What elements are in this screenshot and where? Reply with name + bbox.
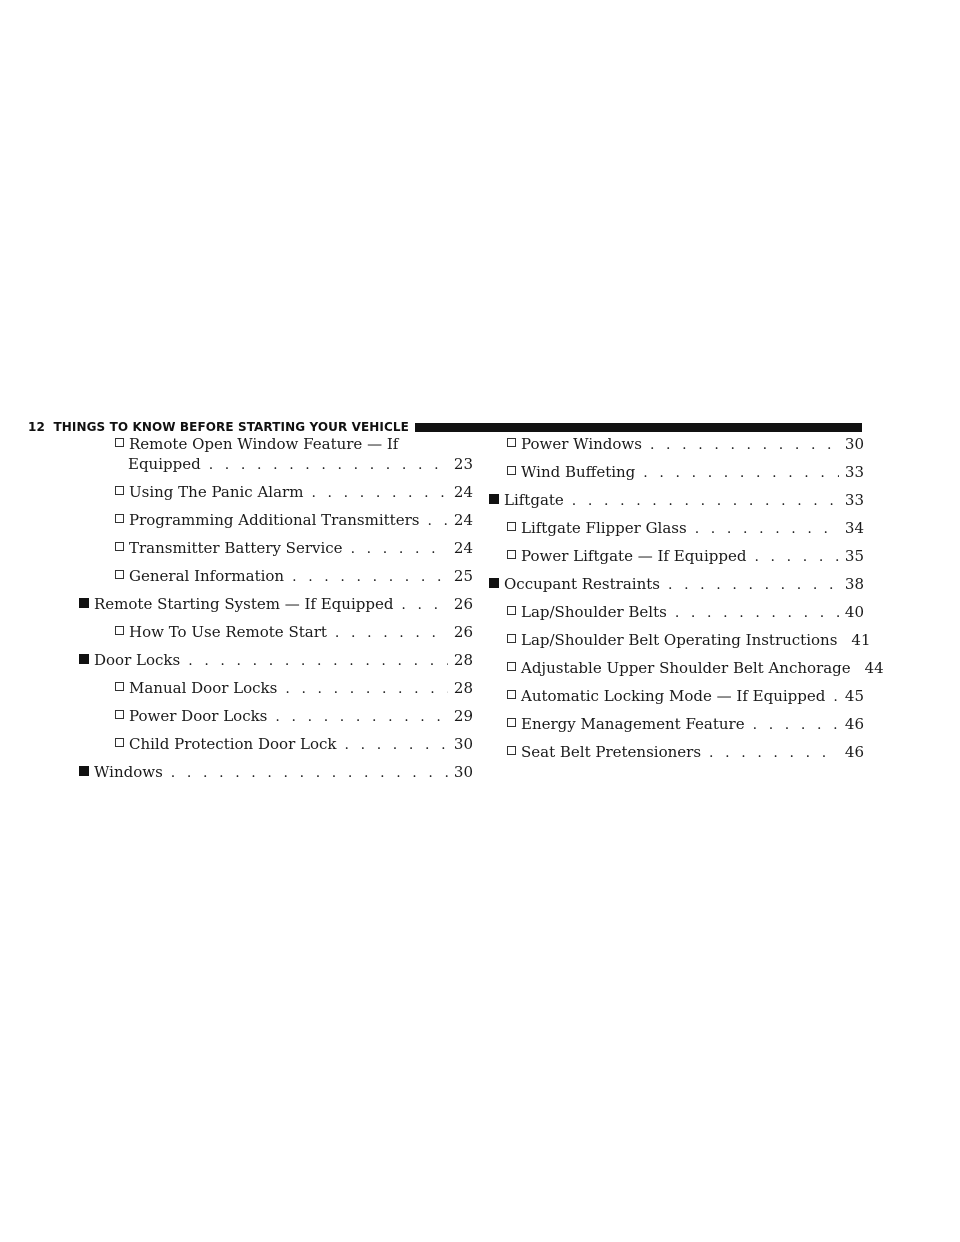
open-square-bullet-icon [507, 522, 516, 531]
toc-entry[interactable] [489, 462, 864, 490]
filled-square-bullet-icon [79, 598, 89, 608]
toc-entry[interactable] [489, 742, 864, 770]
dot-leader [564, 491, 839, 511]
toc-entry[interactable] [489, 686, 864, 714]
toc-entry-title: Energy Management Feature [521, 715, 745, 733]
toc-entry-page: 45 [844, 687, 864, 705]
toc-entry[interactable] [79, 594, 473, 622]
toc-entry-page: 26 [453, 595, 473, 613]
toc-entry-page: 34 [844, 519, 864, 537]
dot-leader [303, 483, 447, 503]
dot-leader [419, 511, 447, 531]
toc-entry-title: Liftgate Flipper Glass [521, 519, 687, 537]
open-square-bullet-icon [115, 626, 124, 635]
toc-entry-title: Transmitter Battery Service [129, 539, 343, 557]
open-square-bullet-icon [115, 682, 124, 691]
toc-entry-page: 24 [453, 483, 473, 501]
dot-leader [337, 735, 448, 755]
toc-entry-page: 46 [844, 743, 864, 761]
open-square-bullet-icon [115, 438, 124, 447]
toc-entry[interactable] [489, 714, 864, 742]
toc-entry[interactable] [97, 734, 473, 762]
open-square-bullet-icon [507, 550, 516, 559]
filled-square-bullet-icon [489, 494, 499, 504]
toc-entry[interactable] [489, 602, 864, 630]
dot-leader [825, 687, 839, 707]
dot-leader [837, 631, 845, 651]
toc-entry[interactable] [97, 510, 473, 538]
toc-entry-page: 26 [453, 623, 473, 641]
open-square-bullet-icon [507, 718, 516, 727]
dot-leader [267, 707, 448, 727]
open-square-bullet-icon [115, 710, 124, 719]
open-square-bullet-icon [507, 634, 516, 643]
toc-entry-title: Remote Starting System — If Equipped [94, 595, 394, 613]
toc-entry-page: 33 [844, 463, 864, 481]
toc-entry-page: 23 [453, 455, 473, 473]
dot-leader [393, 595, 447, 615]
toc-left-column [94, 434, 473, 790]
toc-entry[interactable] [97, 566, 473, 594]
toc-entry-page: 24 [453, 539, 473, 557]
filled-square-bullet-icon [489, 578, 499, 588]
toc-entry-title: Wind Buffeting [521, 463, 636, 481]
toc-entry-title: Using The Panic Alarm [129, 483, 304, 501]
toc-entry[interactable] [489, 658, 884, 686]
toc-entry-title: Lap/Shoulder Belt Operating Instructions [521, 631, 838, 649]
section-title: THINGS TO KNOW BEFORE STARTING YOUR VEHICLE [53, 420, 409, 434]
toc-entry-page: 40 [844, 603, 864, 621]
dot-leader [745, 715, 839, 735]
dot-leader [343, 539, 448, 559]
toc-entry[interactable] [489, 434, 864, 462]
header-text [28, 420, 415, 434]
toc-entry[interactable] [97, 482, 473, 510]
toc-entry-title: Windows [94, 763, 163, 781]
toc-entry[interactable] [97, 538, 473, 566]
toc-entry-title: How To Use Remote Start [129, 623, 327, 641]
dot-leader [163, 763, 448, 783]
dot-leader [701, 743, 839, 763]
toc-entry-title: Power Liftgate — If Equipped [521, 547, 747, 565]
dot-leader [635, 463, 839, 483]
toc-entry[interactable] [489, 546, 864, 574]
toc-entry-page: 41 [851, 631, 871, 649]
open-square-bullet-icon [507, 466, 516, 475]
toc-entry-page: 30 [844, 435, 864, 453]
open-square-bullet-icon [115, 514, 124, 523]
toc-entry[interactable] [79, 650, 473, 678]
toc-entry-page: 46 [844, 715, 864, 733]
toc-entry[interactable] [489, 630, 871, 658]
open-square-bullet-icon [115, 738, 124, 747]
toc-entry[interactable] [489, 490, 864, 518]
toc-entry-title: Programming Additional Transmitters [129, 511, 420, 529]
dot-leader [667, 603, 839, 623]
toc-entry-page: 28 [453, 679, 473, 697]
open-square-bullet-icon [115, 542, 124, 551]
page-number: 12 [28, 420, 45, 434]
open-square-bullet-icon [115, 486, 124, 495]
dot-leader [284, 567, 448, 587]
toc-entry-page: 38 [844, 575, 864, 593]
toc-entry-page: 24 [453, 511, 473, 529]
dot-leader [180, 651, 448, 671]
toc-entry-title: Manual Door Locks [129, 679, 278, 697]
toc-entry-title: Adjustable Upper Shoulder Belt Anchorage [521, 659, 851, 677]
filled-square-bullet-icon [79, 654, 89, 664]
toc-entry-title: Lap/Shoulder Belts [521, 603, 667, 621]
dot-leader [660, 575, 839, 595]
toc-entry[interactable] [489, 518, 864, 546]
toc-entry[interactable] [97, 706, 473, 734]
toc-entry-title: Occupant Restraints [504, 575, 660, 593]
toc-entry-title: Power Windows [521, 435, 642, 453]
dot-leader [642, 435, 839, 455]
toc-entry-title: Power Door Locks [129, 707, 268, 725]
dot-leader [201, 455, 448, 475]
toc-entry[interactable] [79, 762, 473, 790]
header-rule [415, 423, 862, 432]
open-square-bullet-icon [115, 570, 124, 579]
toc-entry-page: 25 [453, 567, 473, 585]
dot-leader [746, 547, 838, 567]
toc-entry-page: 30 [453, 735, 473, 753]
filled-square-bullet-icon [79, 766, 89, 776]
open-square-bullet-icon [507, 438, 516, 447]
toc-right-column [489, 434, 884, 770]
toc-entry[interactable] [97, 622, 473, 650]
dot-leader [687, 519, 839, 539]
toc-entry-title: Remote Open Window Feature — If [129, 435, 399, 453]
dot-leader [277, 679, 448, 699]
dot-leader [851, 659, 859, 679]
toc-entry-title: Door Locks [94, 651, 181, 669]
toc-entry[interactable] [97, 678, 473, 706]
toc-entry-title: Seat Belt Pretensioners [521, 743, 702, 761]
toc-entry[interactable] [489, 574, 864, 602]
toc-entry-page: 33 [844, 491, 864, 509]
open-square-bullet-icon [507, 662, 516, 671]
toc-entry-page: 28 [453, 651, 473, 669]
open-square-bullet-icon [507, 606, 516, 615]
toc-entry-page: 29 [453, 707, 473, 725]
toc-entry-page: 35 [844, 547, 864, 565]
toc-entry-title: Liftgate [504, 491, 564, 509]
toc-entry-title: Automatic Locking Mode — If Equipped [521, 687, 826, 705]
toc-entry-page: 30 [453, 763, 473, 781]
toc-entry-title: General Information [129, 567, 285, 585]
toc-entry-title: Child Protection Door Lock [129, 735, 337, 753]
open-square-bullet-icon [507, 746, 516, 755]
toc-entry[interactable] [97, 434, 473, 482]
dot-leader [327, 623, 448, 643]
toc-entry-page: 44 [864, 659, 884, 677]
open-square-bullet-icon [507, 690, 516, 699]
toc-entry-title-cont: Equipped [128, 455, 201, 473]
